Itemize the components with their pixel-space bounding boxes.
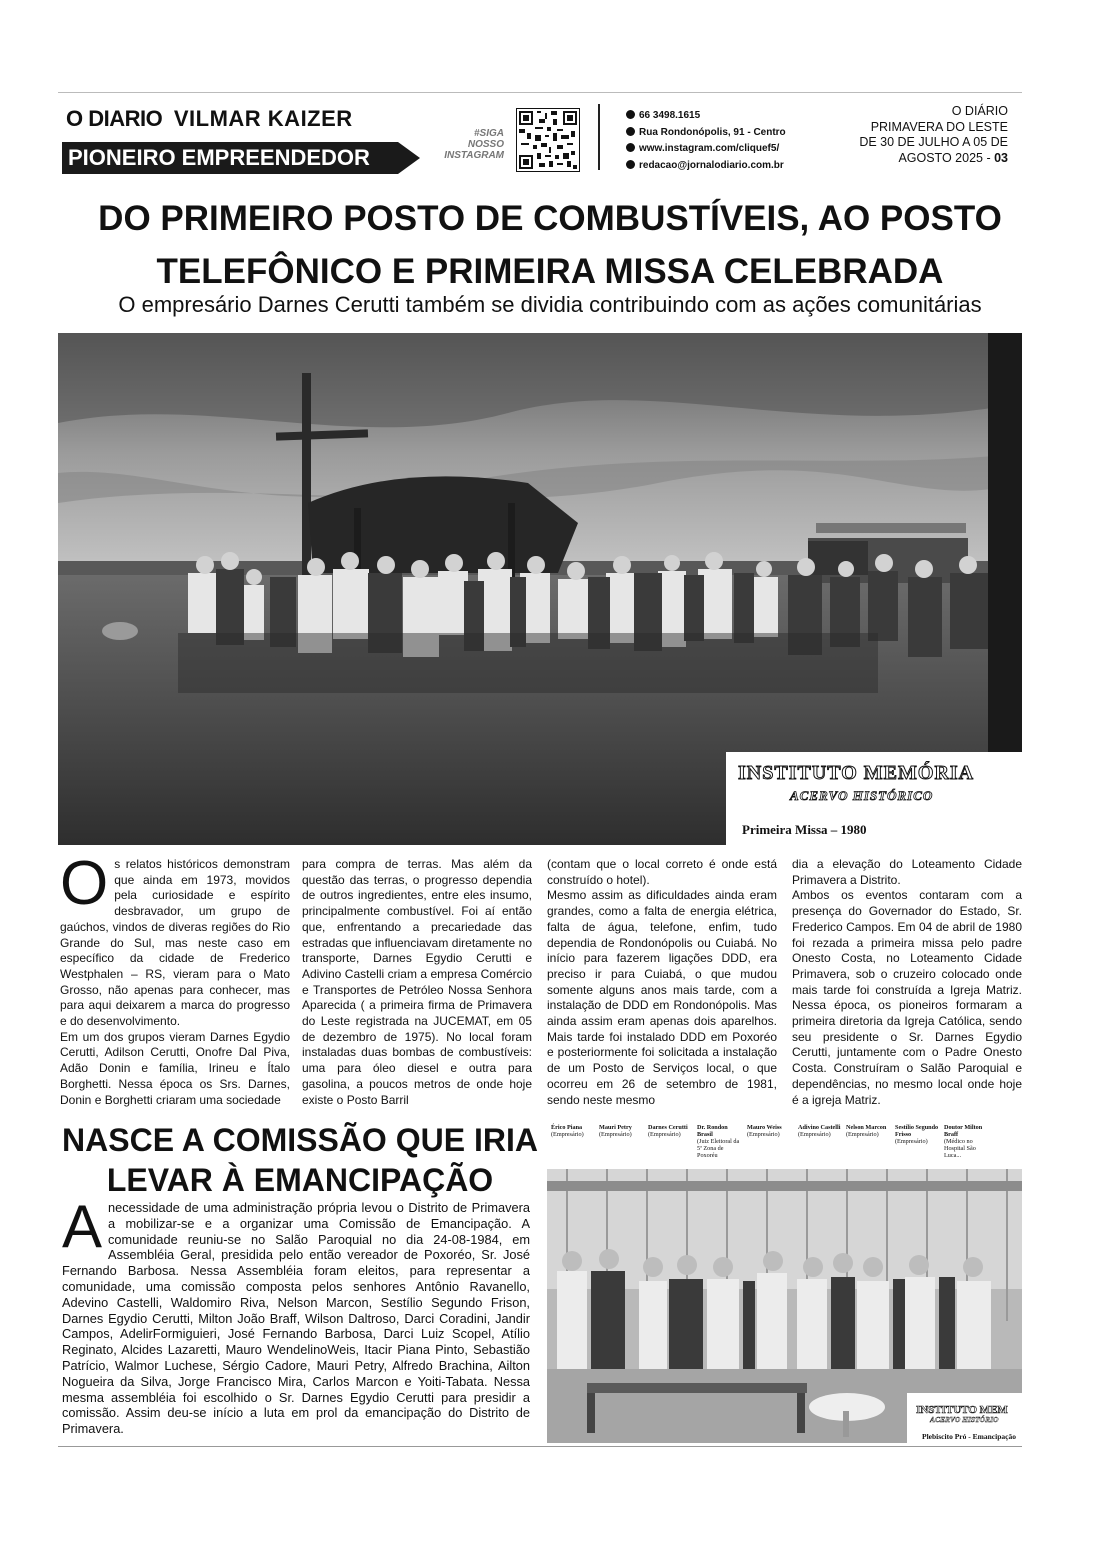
edition-dates-2: AGOSTO 2025 - 03	[898, 150, 1008, 165]
page-number: 03	[994, 150, 1008, 165]
section-banner: PIONEIRO EMPREENDEDOR	[62, 142, 398, 174]
instagram-callout	[432, 128, 504, 161]
photo2-caption: Plebiscito Pró - Emancipação	[922, 1432, 1016, 1441]
edition-paper: O DIÁRIO	[951, 104, 1008, 118]
qr-code-icon[interactable]	[516, 108, 580, 172]
masthead-divider	[598, 104, 600, 170]
drop-cap: O	[60, 849, 109, 918]
section-headline-line-1: NASCE A COMISSÃO QUE IRIA	[62, 1122, 538, 1158]
institute-logo: INSTITUTO MEMÓRIA	[738, 762, 975, 784]
whatsapp-icon	[626, 110, 635, 119]
instagram-line: INSTAGRAM	[444, 150, 504, 161]
newspaper-logo: O DIARIO	[66, 106, 163, 131]
col3-para-2: Mesmo assim as dificuldades ainda eram grandes, como a falta de energia elétrica, falta de água, telefone, enfim, tudo dependia de Rondonópolis ou Cuiabá. No início para fazerem ligações DDD, era preciso ir para Cuiabá, o que mudou somente alguns anos mais tarde, com a instalação de DDD em Rondonópolis. Mas ainda assim eram apenas dois aparelhos. Mais tarde foi instalado DDD em Poxoréo e posteriormente foi solicitada a instalação de um Posto de Serviços local, o que ocorreu em 26 de setembro de 1981, sendo neste mesmo	[547, 888, 777, 1107]
photo-name-labels	[549, 1124, 1021, 1170]
section-headline	[60, 1120, 540, 1200]
section-headline-line-2: LEVAR À EMANCIPAÇÃO	[106, 1162, 494, 1198]
contact-email[interactable]: redacao@jornalodiario.com.br	[626, 158, 786, 175]
nosso-line: NOSSO	[467, 139, 504, 150]
masthead-brand	[66, 106, 353, 132]
siga-line: #SIGA	[473, 128, 504, 139]
headline-line-2: TELEFÔNICO E PRIMEIRA MISSA CELEBRADA	[156, 252, 944, 291]
name-label: Érico Piana (Empresário)	[551, 1124, 584, 1138]
col4-para-1: dia a elevação do Loteamento Cidade Primavera a Distrito.	[792, 857, 1022, 887]
location-pin-icon	[626, 127, 635, 136]
contact-address: Rua Rondonópolis, 91 - Centro	[626, 125, 786, 142]
contact-phone[interactable]: 66 3498.1615	[626, 108, 786, 125]
acervo-label-small: ACERVO HISTÓRIO	[930, 1415, 999, 1424]
name-label: Darnes Cerutti (Empresário)	[648, 1124, 688, 1138]
article-column-2	[302, 857, 532, 1108]
article-column-3	[547, 857, 777, 1108]
edition-info	[840, 104, 1008, 166]
contact-instagram[interactable]: www.instagram.com/cliquef5/	[626, 141, 786, 158]
institute-logo-small: INSTITUTO MEM	[916, 1404, 1008, 1416]
col1-para-1: s relatos históricos demonstram que ainda em 1973, movidos pela curiosidade e espírito desbravador, um grupo de gaúchos, vindos de diveras regiões do Rio Grande do Sul, mas neste caso em específico da cidade de Frederico Westphalen – RS, vieram para o Mato Grosso, não apenas para conhecer, mas para aqui deixarem a marca do progresso e do desenvolvimento.	[60, 857, 290, 1029]
edition-dates: DE 30 DE JULHO A 05 DE	[859, 135, 1008, 149]
section-body	[62, 1193, 530, 1437]
page-headline	[60, 192, 1040, 298]
col1-para-2: Em um dos grupos vieram Darnes Egydio Cerutti, Adilson Cerutti, Onofre Dal Piva, Adão Donin e família, Irineu e Ítalo Borghetti. Nessa época os Srs. Darnes, Donin e Borghetti criaram uma sociedade	[60, 1029, 290, 1107]
page-subheadline: O empresário Darnes Cerutti também se dividia contribuindo com as ações comunitárias	[118, 292, 982, 317]
name-label: Sestílio Segundo Frisso (Empresário)	[895, 1124, 939, 1145]
edition-city: PRIMAVERA DO LESTE	[870, 119, 1008, 134]
article-column-4	[792, 857, 1022, 1108]
name-label: Adivino Castelli (Empresário)	[798, 1124, 841, 1138]
col4-para-2: Ambos os eventos contaram com a presença do Governador do Estado, Sr. Frederico Campos. Em 04 de abril de 1980 foi rezada a primeira missa pelo padre Onesto Costa, no Loteamento Cidade Primavera, sob o cruzeiro colocado onde mais tarde foi construída a Igreja Matriz. Nessa época, os pioneiros formaram a primeira diretoria da Igreja Católica, sendo seu presidente o Sr. Darnes Egydio Cerutti, juntamente com o Padre Onesto Costa. Construíram o Salão Paroquial e dependências, no mesmo local onde hoje é a igreja Matriz.	[792, 888, 1022, 1107]
top-rule	[58, 92, 1022, 93]
name-label: Dr. Rondon Brasil (Juiz Eleitoral da 5ª Zona de Poxoréu	[697, 1124, 740, 1159]
section-body-text: necessidade de uma administração própria levou o Distrito de Primavera a mobilizar-se e a organizar uma Comissão de Emancipação. A comunidade reuniu-se no Salão Paroquial no dia 24-08-1984, em Assembléia Geral, presidida pelo então vereador de Poxoréo, Sr. José Fernando Barbosa. Nessa Assembléia foram eleitos, para representar a comunidade, uma comissão composta pelos senhores Antônio Ravanello, Adevino Castelli, Waldomiro Riva, Nelson Marcon, Sestílio Segundo Frison, Darnes Egydio Cerutti, Milton João Braff, Wilson Daltroso, Darci Coradini, Jandir Campos, AdelirFormiguieri, José Fernando Barbosa, Darci Luiz Scopel, Atílio Reginato, Alcides Lazaretti, Mauro WendelinoWeis, Itacir Piana Pinto, Sebastião Patrício, Walmor Luchese, Sérgio Cadore, Mauri Petry, Alfredo Brachina, Ailton Nogueira da Silva, Jorge Francisco Mira, Carlos Marcon e Yoiti-Tabata. Nessa mesma assembléia foi escolhido o Sr. Darnes Egydio Cerutti para presidir a comissão. Assim deu-se início a luta em prol da emancipação do Distrito de Primavera.	[62, 1200, 530, 1437]
photo-caption: Primeira Missa – 1980	[742, 822, 867, 837]
columnist-name: VILMAR KAIZER	[173, 106, 353, 131]
article-column-1	[60, 849, 290, 1108]
instagram-icon	[626, 143, 635, 152]
drop-cap: A	[62, 1193, 103, 1260]
col3-para-1: (contam que o local correto é onde está construído o hotel).	[547, 857, 777, 887]
name-label: Mauri Petry (Empresário)	[599, 1124, 632, 1138]
acervo-label: ACERVO HISTÓRICO	[790, 788, 934, 803]
contact-list	[626, 108, 786, 174]
col2-para-1: para compra de terras. Mas além da questão das terras, o progresso dependia de outros ingredientes, entre eles insumo, principalmente combustível. Foi aí então que, enfrentando a precariedade das estradas que influenciavam diretamente no transporte, Darnes Egydio Cerutti e Adivino Castelli criam a empresa Comércio e Transportes de Petróleo Nossa Senhora Aparecida ( a primeira firma de Primavera do Leste registrada na JUCEMAT, em 05 de dezembro de 1975). No local foram instaladas duas bombas de combustíveis: uma para óleo diesel e outra para gasolina, a poucos metros de onde hoje existe o Posto Barril	[302, 857, 532, 1107]
name-label: Doutor Milton Braff (Médico no Hospital São Luca...	[944, 1124, 983, 1159]
name-label: Nelson Marcon (Empresário)	[846, 1124, 887, 1138]
name-label: Mauro Weiss (Empresário)	[747, 1124, 782, 1138]
headline-line-1: DO PRIMEIRO POSTO DE COMBUSTÍVEIS, AO POSTO	[98, 199, 1002, 238]
email-icon	[626, 160, 635, 169]
bottom-rule	[58, 1446, 1022, 1447]
banner-arrow	[398, 142, 420, 174]
